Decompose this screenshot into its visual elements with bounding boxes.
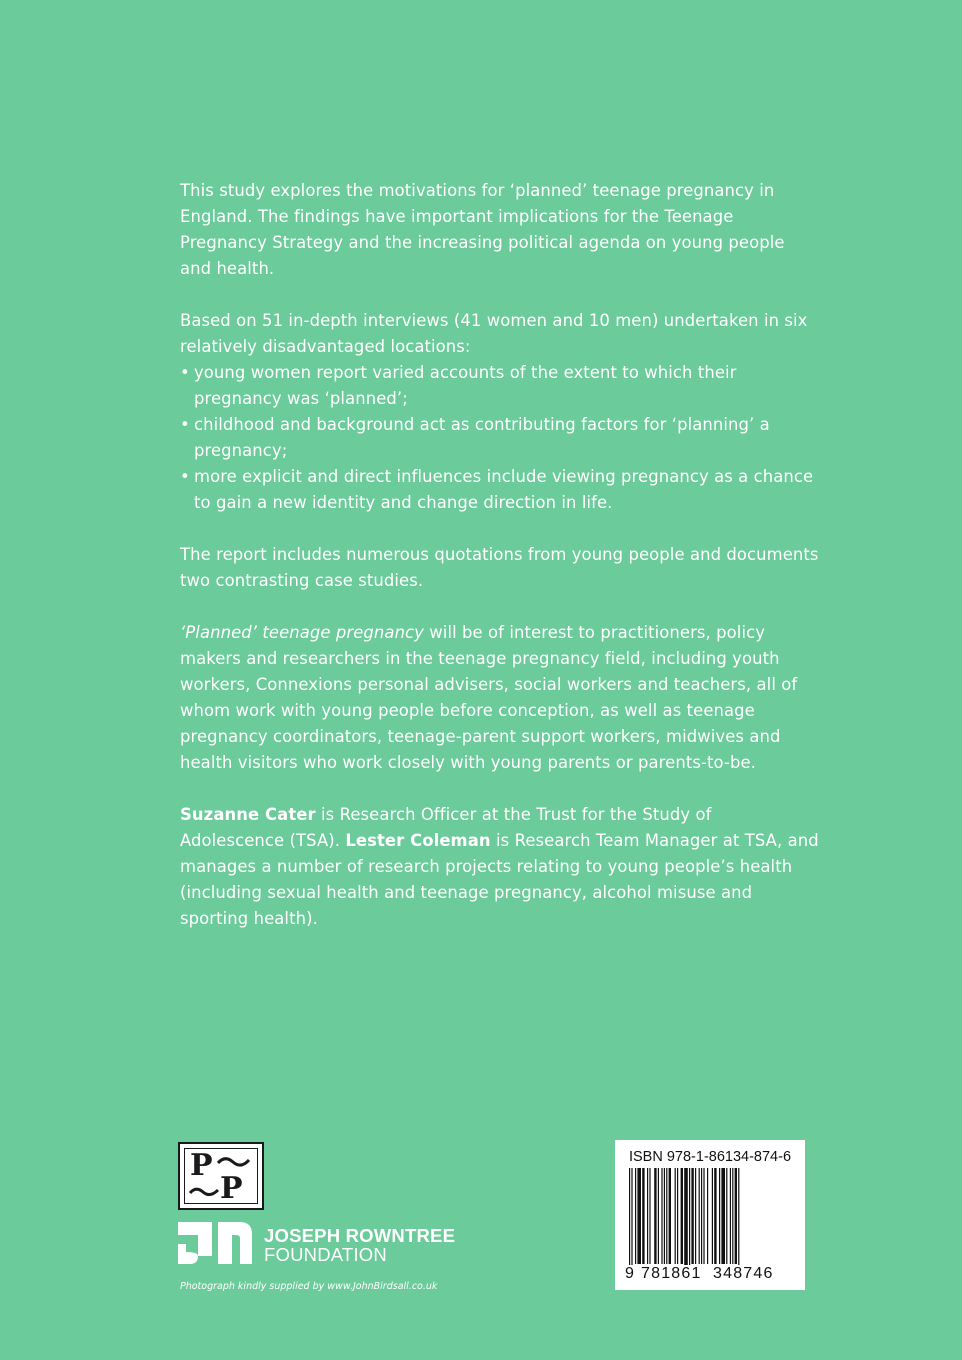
bullet-icon: • xyxy=(180,467,190,486)
barcode-digits-right: 348746 xyxy=(713,1265,774,1282)
barcode-bar xyxy=(721,1168,725,1264)
barcode-bar xyxy=(712,1168,713,1264)
barcode-bar xyxy=(726,1168,727,1264)
audience-paragraph: ‘Planned’ teenage pregnancy will be of interest to practitioners, policy makers and researchers in the teenage pregnancy field, including youth workers, Connexions personal advisers, social workers and teachers, all of whom work with young people before conception, as well as teenage pregnancy coordinators, teenage-parent support workers, midwives and health visitors who work closely with young parents or parents-to-be. xyxy=(180,623,798,772)
barcode-bar xyxy=(695,1168,696,1264)
barcode-bar xyxy=(730,1168,731,1264)
barcode-bar xyxy=(703,1168,704,1264)
barcode-bar xyxy=(669,1168,671,1264)
barcode-bar xyxy=(629,1168,630,1272)
barcode-bar xyxy=(738,1168,739,1272)
book-title: ‘Planned’ teenage pregnancy xyxy=(180,623,424,642)
barcode-bar xyxy=(677,1168,678,1264)
barcode-bar xyxy=(681,1168,683,1264)
barcode-bar xyxy=(719,1168,720,1264)
tilde-icon xyxy=(188,1184,220,1200)
barcode-bar xyxy=(664,1168,665,1264)
barcode-bar xyxy=(701,1168,702,1264)
logo-letter: P xyxy=(190,1148,213,1183)
report-paragraph: The report includes numerous quotations from young people and documents two contrasting case studies. xyxy=(180,545,819,590)
list-item: • more explicit and direct influences include viewing pregnancy as a chance to gain a new identity and change direction in life. xyxy=(180,464,820,516)
barcode-bars xyxy=(629,1168,791,1278)
barcode-bar xyxy=(631,1168,632,1272)
jrf-wordmark xyxy=(264,1226,455,1264)
intro-paragraph: This study explores the motivations for ‘planned’ teenage pregnancy in England. The findings have important implications for the Teenage Pregnancy Strategy and the increasing political agenda on young people and health. xyxy=(180,181,785,278)
barcode-digits-left: 781861 xyxy=(641,1265,702,1282)
barcode-bar xyxy=(654,1168,656,1264)
jrf-logo xyxy=(178,1222,498,1268)
barcode-bar xyxy=(649,1168,650,1264)
jrf-name-line1: JOSEPH ROWNTREE xyxy=(264,1225,456,1246)
barcode-bar xyxy=(675,1168,676,1264)
barcode-bar xyxy=(635,1168,636,1264)
jrf-logo-icon xyxy=(178,1222,258,1268)
list-item: • young women report varied accounts of the extent to which their pregnancy was ‘planned’; xyxy=(180,360,820,412)
barcode-bar xyxy=(714,1168,716,1264)
logo-letter: P xyxy=(220,1171,243,1206)
barcode-bar xyxy=(699,1168,700,1264)
bullet-icon: • xyxy=(180,415,190,434)
findings-intro: Based on 51 in-depth interviews (41 women and 10 men) undertaken in six relatively disadvantaged locations: xyxy=(180,311,808,356)
barcode-bar xyxy=(689,1168,690,1272)
author-name: Lester Coleman xyxy=(345,831,491,850)
authors-paragraph: Suzanne Cater is Research Officer at the Trust for the Study of Adolescence (TSA). Lester Coleman is Research Team Manager at TSA, and manages a number of research projects relating to young people’s health (including sexual health and teenage pregnancy, alcohol misuse and sporting health). xyxy=(180,805,819,928)
barcode-bar xyxy=(658,1168,659,1264)
list-item: • childhood and background act as contributing factors for ‘planning’ a pregnancy; xyxy=(180,412,820,464)
jrf-name-line2: FOUNDATION xyxy=(264,1244,387,1265)
barcode-bar xyxy=(647,1168,648,1264)
barcode-bar xyxy=(666,1168,667,1264)
isbn-barcode xyxy=(615,1140,805,1290)
isbn-label: ISBN 978-1-86134-874-6 xyxy=(628,1149,792,1165)
author-name: Suzanne Cater xyxy=(180,805,316,824)
barcode-bar xyxy=(661,1168,662,1264)
barcode-bar xyxy=(707,1168,708,1264)
photo-credit: Photograph kindly supplied by www.JohnBirdsall.co.uk xyxy=(180,1281,438,1292)
barcode-digit-lead: 9 xyxy=(625,1265,636,1282)
barcode-bar xyxy=(691,1168,693,1264)
barcode-bar xyxy=(637,1168,641,1264)
barcode-bar xyxy=(684,1168,688,1272)
policy-press-logo-icon xyxy=(178,1142,264,1210)
bullet-icon: • xyxy=(180,363,190,382)
barcode-bar xyxy=(735,1168,737,1264)
back-cover-blurb xyxy=(180,178,820,958)
findings-list xyxy=(180,360,820,516)
tilde-icon xyxy=(216,1154,252,1170)
barcode-bar xyxy=(732,1168,733,1264)
barcode-bar xyxy=(642,1168,644,1264)
